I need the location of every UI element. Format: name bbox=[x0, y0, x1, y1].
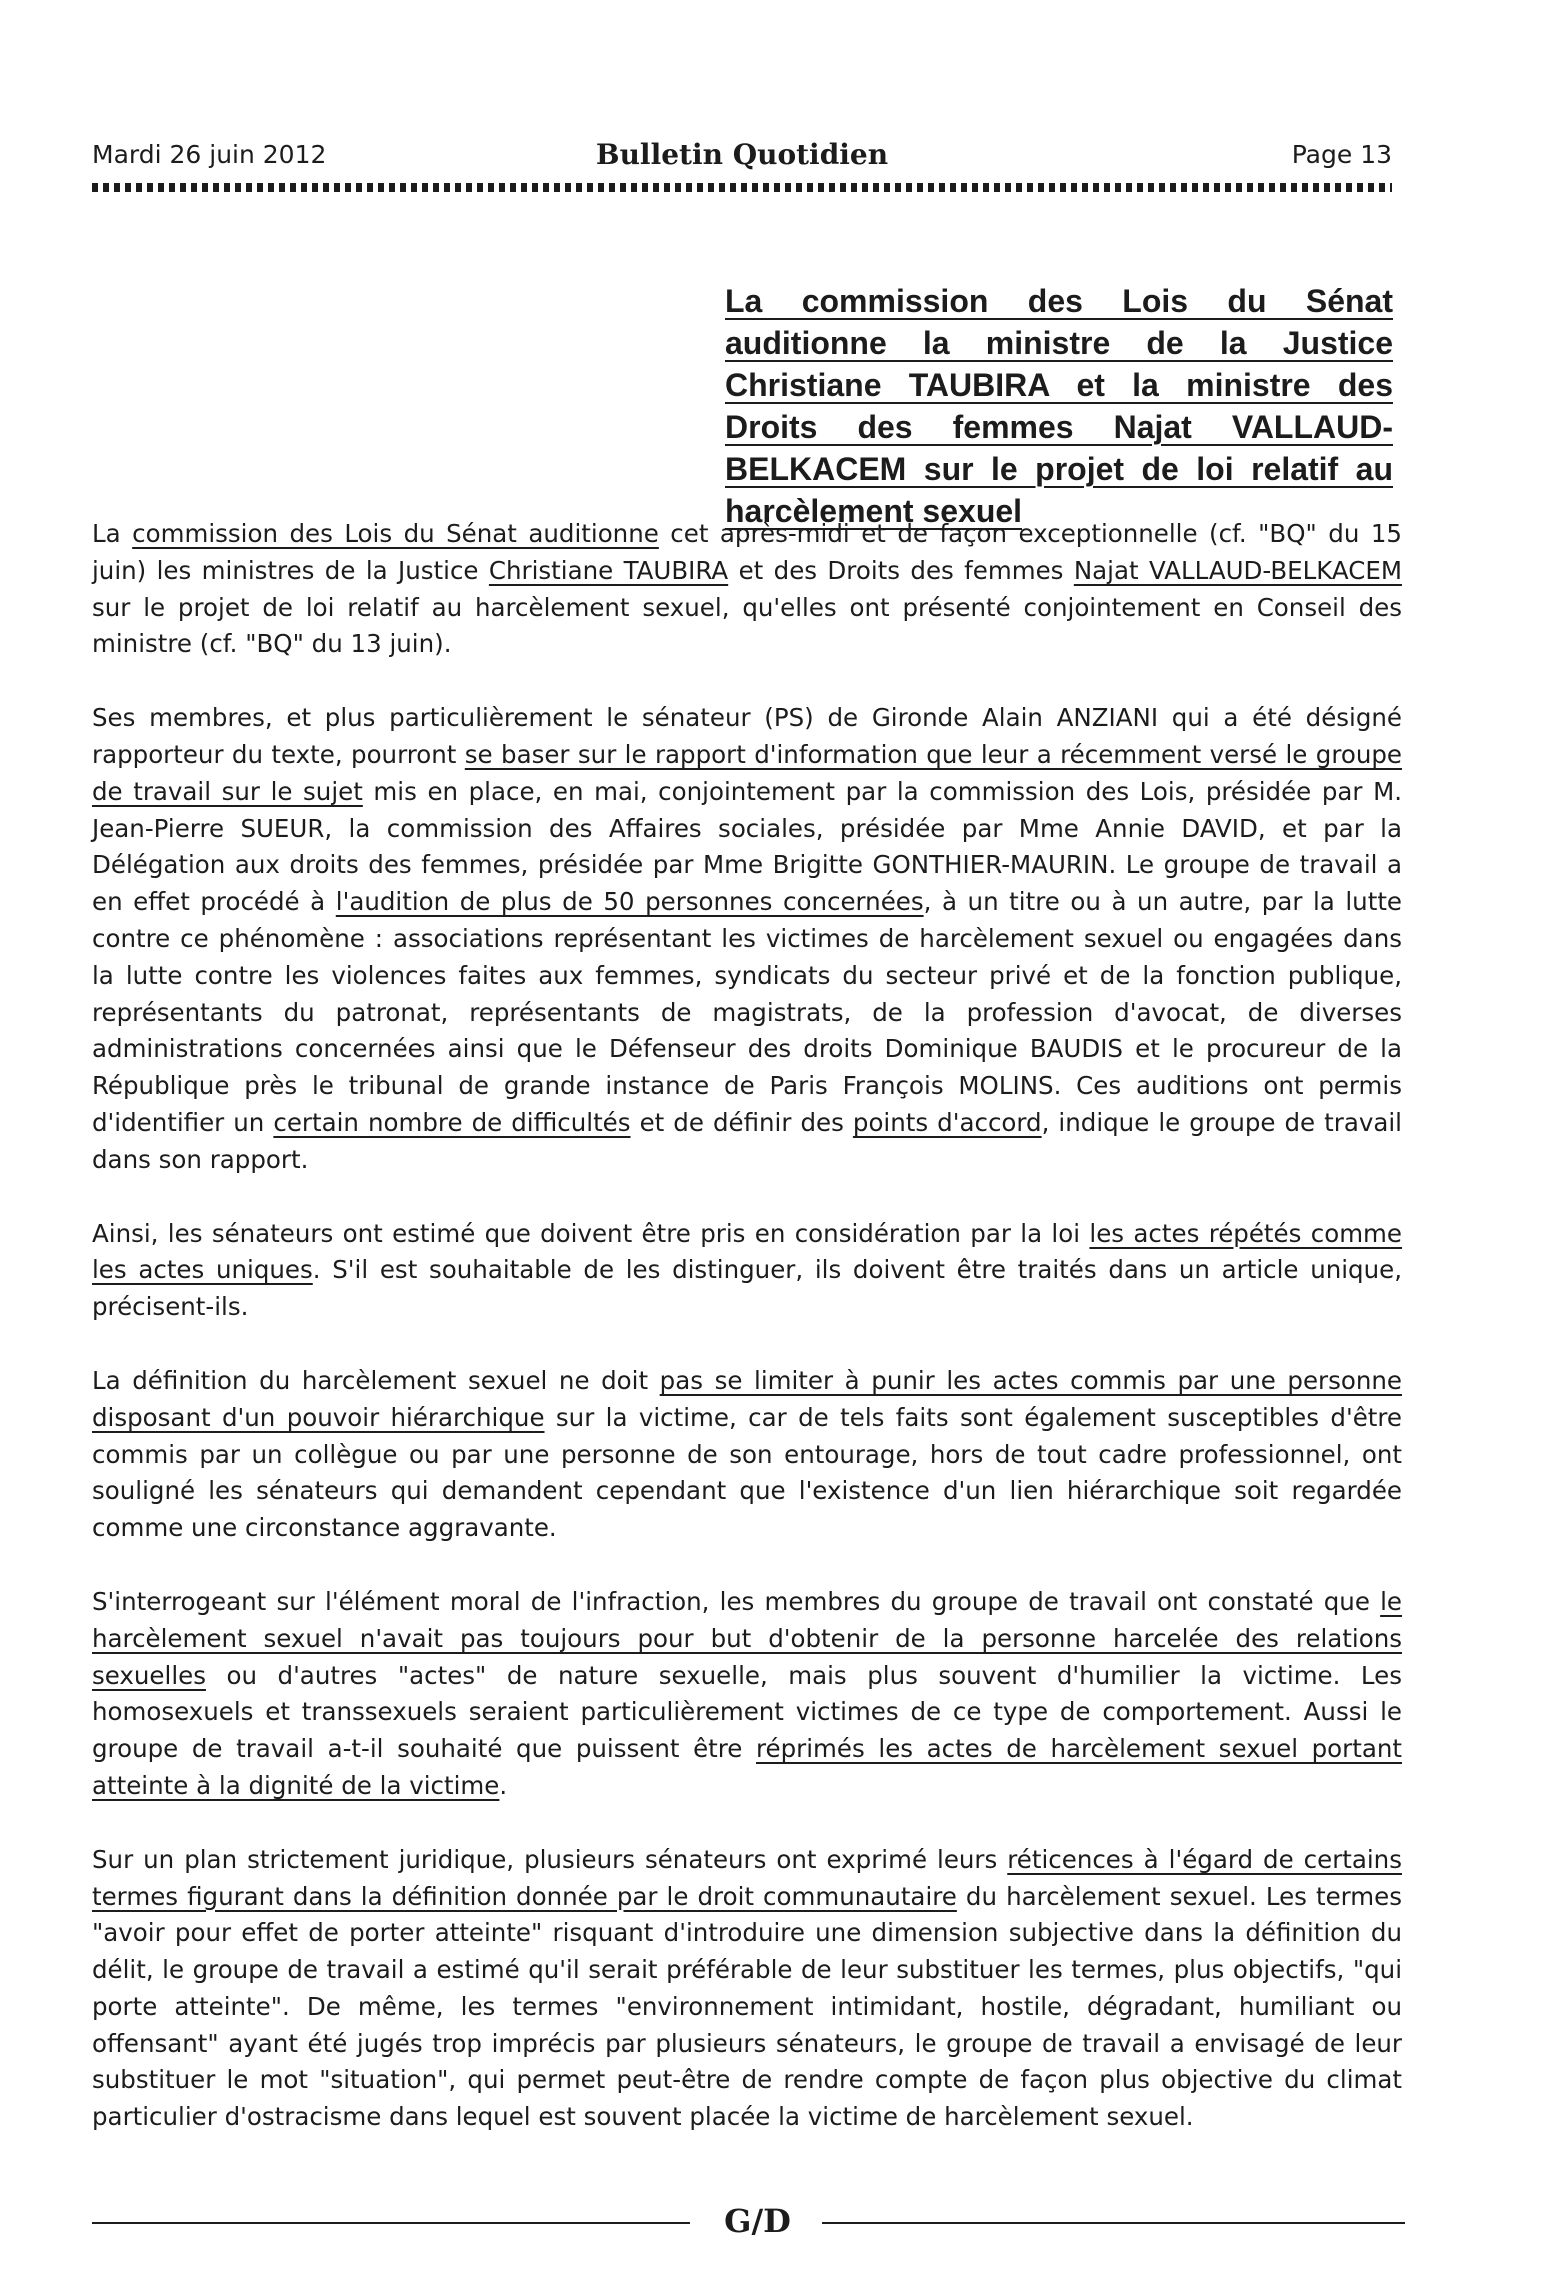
article-paragraph bbox=[92, 1842, 1402, 2136]
text-segment: . S'il est souhaitable de les distinguer, ils doivent être traités dans un article unique, précisent-ils. bbox=[92, 1255, 1402, 1322]
underlined-text: les actes répétés comme les actes uniques bbox=[92, 1218, 1402, 1285]
article-headline bbox=[725, 280, 1393, 532]
text-segment: La bbox=[92, 519, 133, 548]
text-segment: Sur un plan strictement juridique, plusieurs sénateurs ont exprimé leurs bbox=[92, 1844, 1008, 1874]
header-page-number: Page 13 bbox=[1291, 140, 1392, 169]
text-segment: mis en place, en mai, conjointement par la commission des Lois, présidée par M. Jean-Pierre SUEUR, la commission des Affaires sociales, présidée par Mme Annie DAVID, et par la Délégation aux droits des femmes, présidée par Mme Brigitte GONTHIER-MAURIN. Le groupe de travail a en effet procédé à bbox=[92, 776, 1402, 917]
text-segment: ou d'autres "actes" de nature sexuelle, mais plus souvent d'humilier la victime. Les homosexuels et transsexuels seraient particulièrement victimes de ce type de comportement. Aussi le groupe de travail a-t-il souhaité que puissent être bbox=[92, 1660, 1402, 1764]
text-segment: , indique le groupe de travail dans son rapport. bbox=[92, 1107, 1402, 1174]
article-paragraph bbox=[92, 1216, 1402, 1326]
underlined-text: Christiane TAUBIRA bbox=[488, 555, 729, 585]
underlined-text: l'audition de plus de 50 personnes concernées bbox=[335, 887, 924, 917]
underlined-text: réprimés les actes de harcèlement sexuel portant atteinte à la dignité de la victime bbox=[92, 1734, 1402, 1800]
article-paragraph bbox=[92, 1584, 1402, 1805]
article-body bbox=[92, 516, 1402, 2173]
text-segment: S'interrogeant sur l'élément moral de l'infraction, les membres du groupe de travail ont constaté que bbox=[92, 1586, 1381, 1616]
publisher-logo-text: G/D bbox=[724, 2202, 791, 2240]
text-segment: et de définir des bbox=[630, 1107, 853, 1137]
footer-rule-left bbox=[92, 2222, 690, 2224]
text-segment: sur la victime, car de tels faits sont également susceptibles d'être commis par un collègue ou par une personne de son entourage, hors de tout cadre professionnel, ont souligné les sénateurs qui demandent cependant que l'existence d'un lien hiérarchique soit regardée comme une circonstance aggravante. bbox=[92, 1402, 1402, 1543]
text-segment: La définition du harcèlement sexuel ne doit bbox=[92, 1365, 660, 1395]
article-headline-text: La commission des Lois du Sénat auditionne la ministre de la Justice Christiane TAUBIRA et la ministre des Droits des femmes Najat VALLAUD-BELKACEM sur le projet de loi relatif au harcèlement sexuel bbox=[725, 283, 1393, 529]
text-segment: sur le projet de loi relatif au harcèlement sexuel, qu'elles ont présenté conjointement en Conseil des ministre (cf. "BQ" du 13 juin). bbox=[92, 592, 1402, 659]
text-segment: , à un titre ou à un autre, par la lutte contre ce phénomène : associations représentant les victimes de harcèlement sexuel ou engagées dans la lutte contre les violences faites aux femmes, syndicats du secteur privé et de la fonction publique, représentants du patronat, représentants de magistrats, de la profession d'avocat, de diverses administrations concernées ainsi que le Défenseur des droits Dominique BAUDIS et le procureur de la République près le tribunal de grande instance de Paris François MOLINS. Ces auditions ont permis d'identifier un bbox=[92, 887, 1402, 1137]
article-paragraph bbox=[92, 516, 1402, 663]
text-segment: . bbox=[499, 1770, 508, 1800]
text-segment: du harcèlement sexuel. Les termes "avoir pour effet de porter atteinte" risquant d'introduire une dimension subjective dans la définition du délit, le groupe de travail a estimé qu'il serait préférable de leur substituer les termes, plus objectifs, "qui porte atteinte". De même, les termes "environnement intimidant, hostile, dégradant, humiliant ou offensant" ayant été jugés trop imprécis par plusieurs sénateurs, le groupe de travail a envisagé de leur substituer le mot "situation", qui permet peut-être de rendre compte de façon plus objective du climat particulier d'ostracisme dans lequel est souvent placée la victime de harcèlement sexuel. bbox=[92, 1881, 1403, 2132]
text-segment: Ses membres, et plus particulièrement le sénateur (PS) de Gironde Alain ANZIANI qui a été désigné rapporteur du texte, pourront bbox=[92, 703, 1402, 769]
underlined-text: commission des Lois du Sénat auditionne bbox=[132, 519, 659, 548]
underlined-text: Najat VALLAUD-BELKACEM bbox=[1073, 555, 1402, 585]
text-segment: cet après-midi et de façon exceptionnelle (cf. "BQ" du 15 juin) les ministres de la Justice bbox=[92, 519, 1402, 585]
underlined-text: le harcèlement sexuel n'avait pas toujours pour but d'obtenir de la personne harcelée des relations sexuelles bbox=[92, 1586, 1402, 1690]
text-segment: et des Droits des femmes bbox=[728, 555, 1074, 585]
text-segment: Ainsi, les sénateurs ont estimé que doivent être pris en considération par la loi bbox=[92, 1218, 1090, 1248]
header-dotted-rule bbox=[92, 183, 1392, 192]
header-publication-title: Bulletin Quotidien bbox=[595, 138, 889, 171]
publisher-logo bbox=[705, 2202, 810, 2240]
header-date: Mardi 26 juin 2012 bbox=[92, 140, 327, 169]
footer-rule-right bbox=[822, 2222, 1405, 2224]
article-paragraph bbox=[92, 1363, 1402, 1547]
underlined-text: certain nombre de difficultés bbox=[273, 1107, 631, 1137]
underlined-text: points d'accord bbox=[852, 1107, 1042, 1137]
underlined-text: pas se limiter à punir les actes commis par une personne disposant d'un pouvoir hiérarchique bbox=[92, 1365, 1402, 1432]
underlined-text: se baser sur le rapport d'information que leur a récemment versé le groupe de travail sur le sujet bbox=[92, 739, 1402, 806]
page-header bbox=[92, 140, 1392, 180]
underlined-text: réticences à l'égard de certains termes figurant dans la définition donnée par le droit communautaire bbox=[92, 1844, 1402, 1911]
article-paragraph bbox=[92, 700, 1402, 1178]
